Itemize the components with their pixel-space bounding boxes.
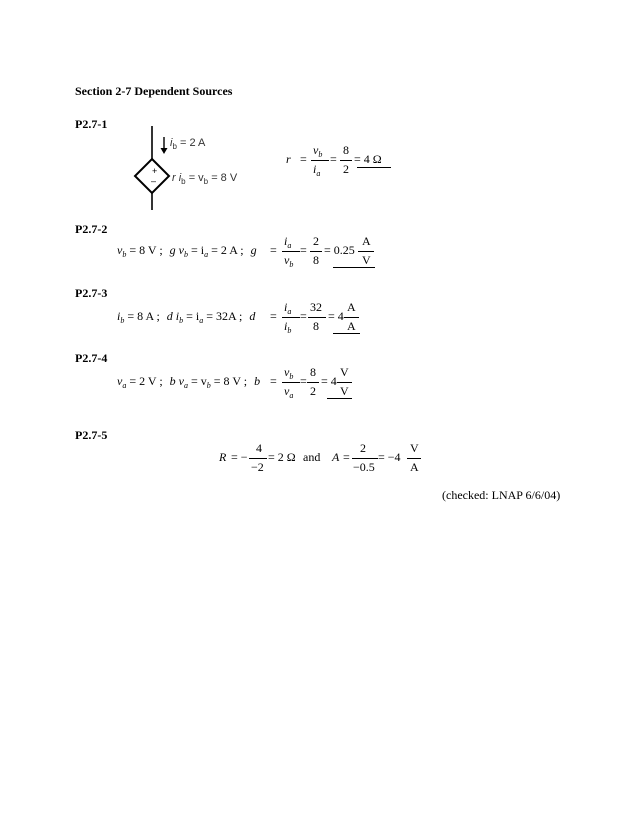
problem-label-p2: P2.7-2 (75, 222, 108, 236)
p5-r-bar (249, 458, 267, 459)
p1-eq-lhs: r (286, 152, 291, 166)
p3-unit-bar (344, 317, 359, 318)
p1-frac2-bar (340, 160, 352, 161)
p5-unit-bar (407, 458, 421, 459)
p4-unit-bar (337, 382, 352, 383)
p2-result: = 0.25 (324, 243, 355, 257)
p4-frac-den: $v_a$ (284, 384, 294, 400)
problem-label-p4: P2.7-4 (75, 351, 108, 365)
source-plus-sign: + (152, 166, 158, 176)
p3-eq-sign: = (270, 309, 277, 323)
p1-eq-sign2: = (330, 152, 337, 166)
p2-frac-num: $i_a$ (284, 234, 292, 250)
p1-result: = 4 Ω (354, 152, 382, 166)
p1-frac2-den: 2 (343, 162, 349, 176)
p2-answer-underline (333, 267, 375, 268)
p3-frac-bar (282, 317, 300, 318)
problem-label-p5: P2.7-5 (75, 428, 108, 442)
p3-frac2-num: 32 (310, 300, 322, 314)
p2-frac2-bar (310, 251, 322, 252)
p3-line: $i_b = 8$ A ; d $i_b = i_a = 32A$ ; d (117, 309, 256, 325)
p2-line: $v_b = 8$ V ; g $v_b = i_a = 2$ A ; g (117, 243, 257, 259)
p5-r-den: −2 (251, 460, 264, 474)
p3-answer-underline (333, 333, 360, 334)
p3-unit-num: A (347, 300, 356, 314)
p4-frac2-bar (307, 382, 319, 383)
section-title: Section 2-7 Dependent Sources (75, 84, 233, 98)
p5-a-var: A (332, 450, 340, 464)
p2-frac2-den: 8 (313, 253, 319, 267)
p5-a-den: −0.5 (353, 460, 375, 474)
p1-frac-den: $i_a$ (313, 162, 321, 178)
p2-unit-den: V (362, 253, 371, 267)
p5-a-bar (352, 458, 378, 459)
p1-frac-bar (311, 160, 329, 161)
p2-frac-den: $v_b$ (284, 253, 294, 269)
source-value-label: r $i_b = v_b = 8$ V (172, 172, 238, 186)
p3-frac2-den: 8 (313, 319, 319, 333)
p3-frac-den: $i_b$ (284, 319, 292, 335)
p5-r-eq: = − (231, 450, 248, 464)
p4-answer-underline (327, 398, 352, 399)
p5-r-result: = 2 Ω (268, 450, 296, 464)
problem-label-p3: P2.7-3 (75, 286, 108, 300)
p5-unit-den: A (410, 460, 419, 474)
problem-label-p1: P2.7-1 (75, 117, 108, 131)
p2-frac2-num: 2 (313, 234, 319, 248)
p5-and: and (303, 450, 321, 464)
p4-frac2-num: 8 (310, 365, 316, 379)
p1-eq-sign: = (300, 152, 307, 166)
p4-unit-num: V (340, 365, 349, 379)
p3-unit-den: A (347, 319, 356, 333)
p4-line: $v_a = 2$ V ; b $v_a = v_b = 8$ V ; b (117, 374, 261, 390)
p5-a-eq: = (343, 450, 350, 464)
source-minus-sign: – (151, 176, 157, 186)
p3-eq-sign2: = (300, 309, 307, 323)
p2-unit-num: A (362, 234, 371, 248)
p2-frac-bar (282, 251, 300, 252)
p3-frac-num: $i_a$ (284, 300, 292, 316)
p5-a-num: 2 (360, 441, 366, 455)
current-label: $i_b = 2$ A (170, 137, 206, 151)
p4-frac-bar (282, 382, 300, 383)
p4-eq-sign: = (270, 374, 277, 388)
p3-frac2-bar (308, 317, 326, 318)
p5-r-num: 4 (256, 441, 262, 455)
p4-eq-sign2: = (300, 374, 307, 388)
checked-note: (checked: LNAP 6/6/04) (442, 488, 561, 502)
p2-unit-bar (358, 251, 374, 252)
p1-frac-num: $v_b$ (313, 143, 323, 159)
p2-eq-sign: = (270, 243, 277, 257)
p5-a-result: = −4 (378, 450, 401, 464)
p3-result: = 4 (328, 309, 344, 323)
p1-answer-underline (357, 167, 391, 168)
p5-r-var: R (219, 450, 227, 464)
p4-frac-num: $v_b$ (284, 365, 294, 381)
current-arrow-head-icon (161, 148, 168, 154)
p4-result: = 4 (321, 374, 337, 388)
p4-unit-den: V (340, 384, 349, 398)
p2-eq-sign2: = (300, 243, 307, 257)
p5-unit-num: V (410, 441, 419, 455)
p1-frac2-num: 8 (343, 143, 349, 157)
p4-frac2-den: 2 (310, 384, 316, 398)
